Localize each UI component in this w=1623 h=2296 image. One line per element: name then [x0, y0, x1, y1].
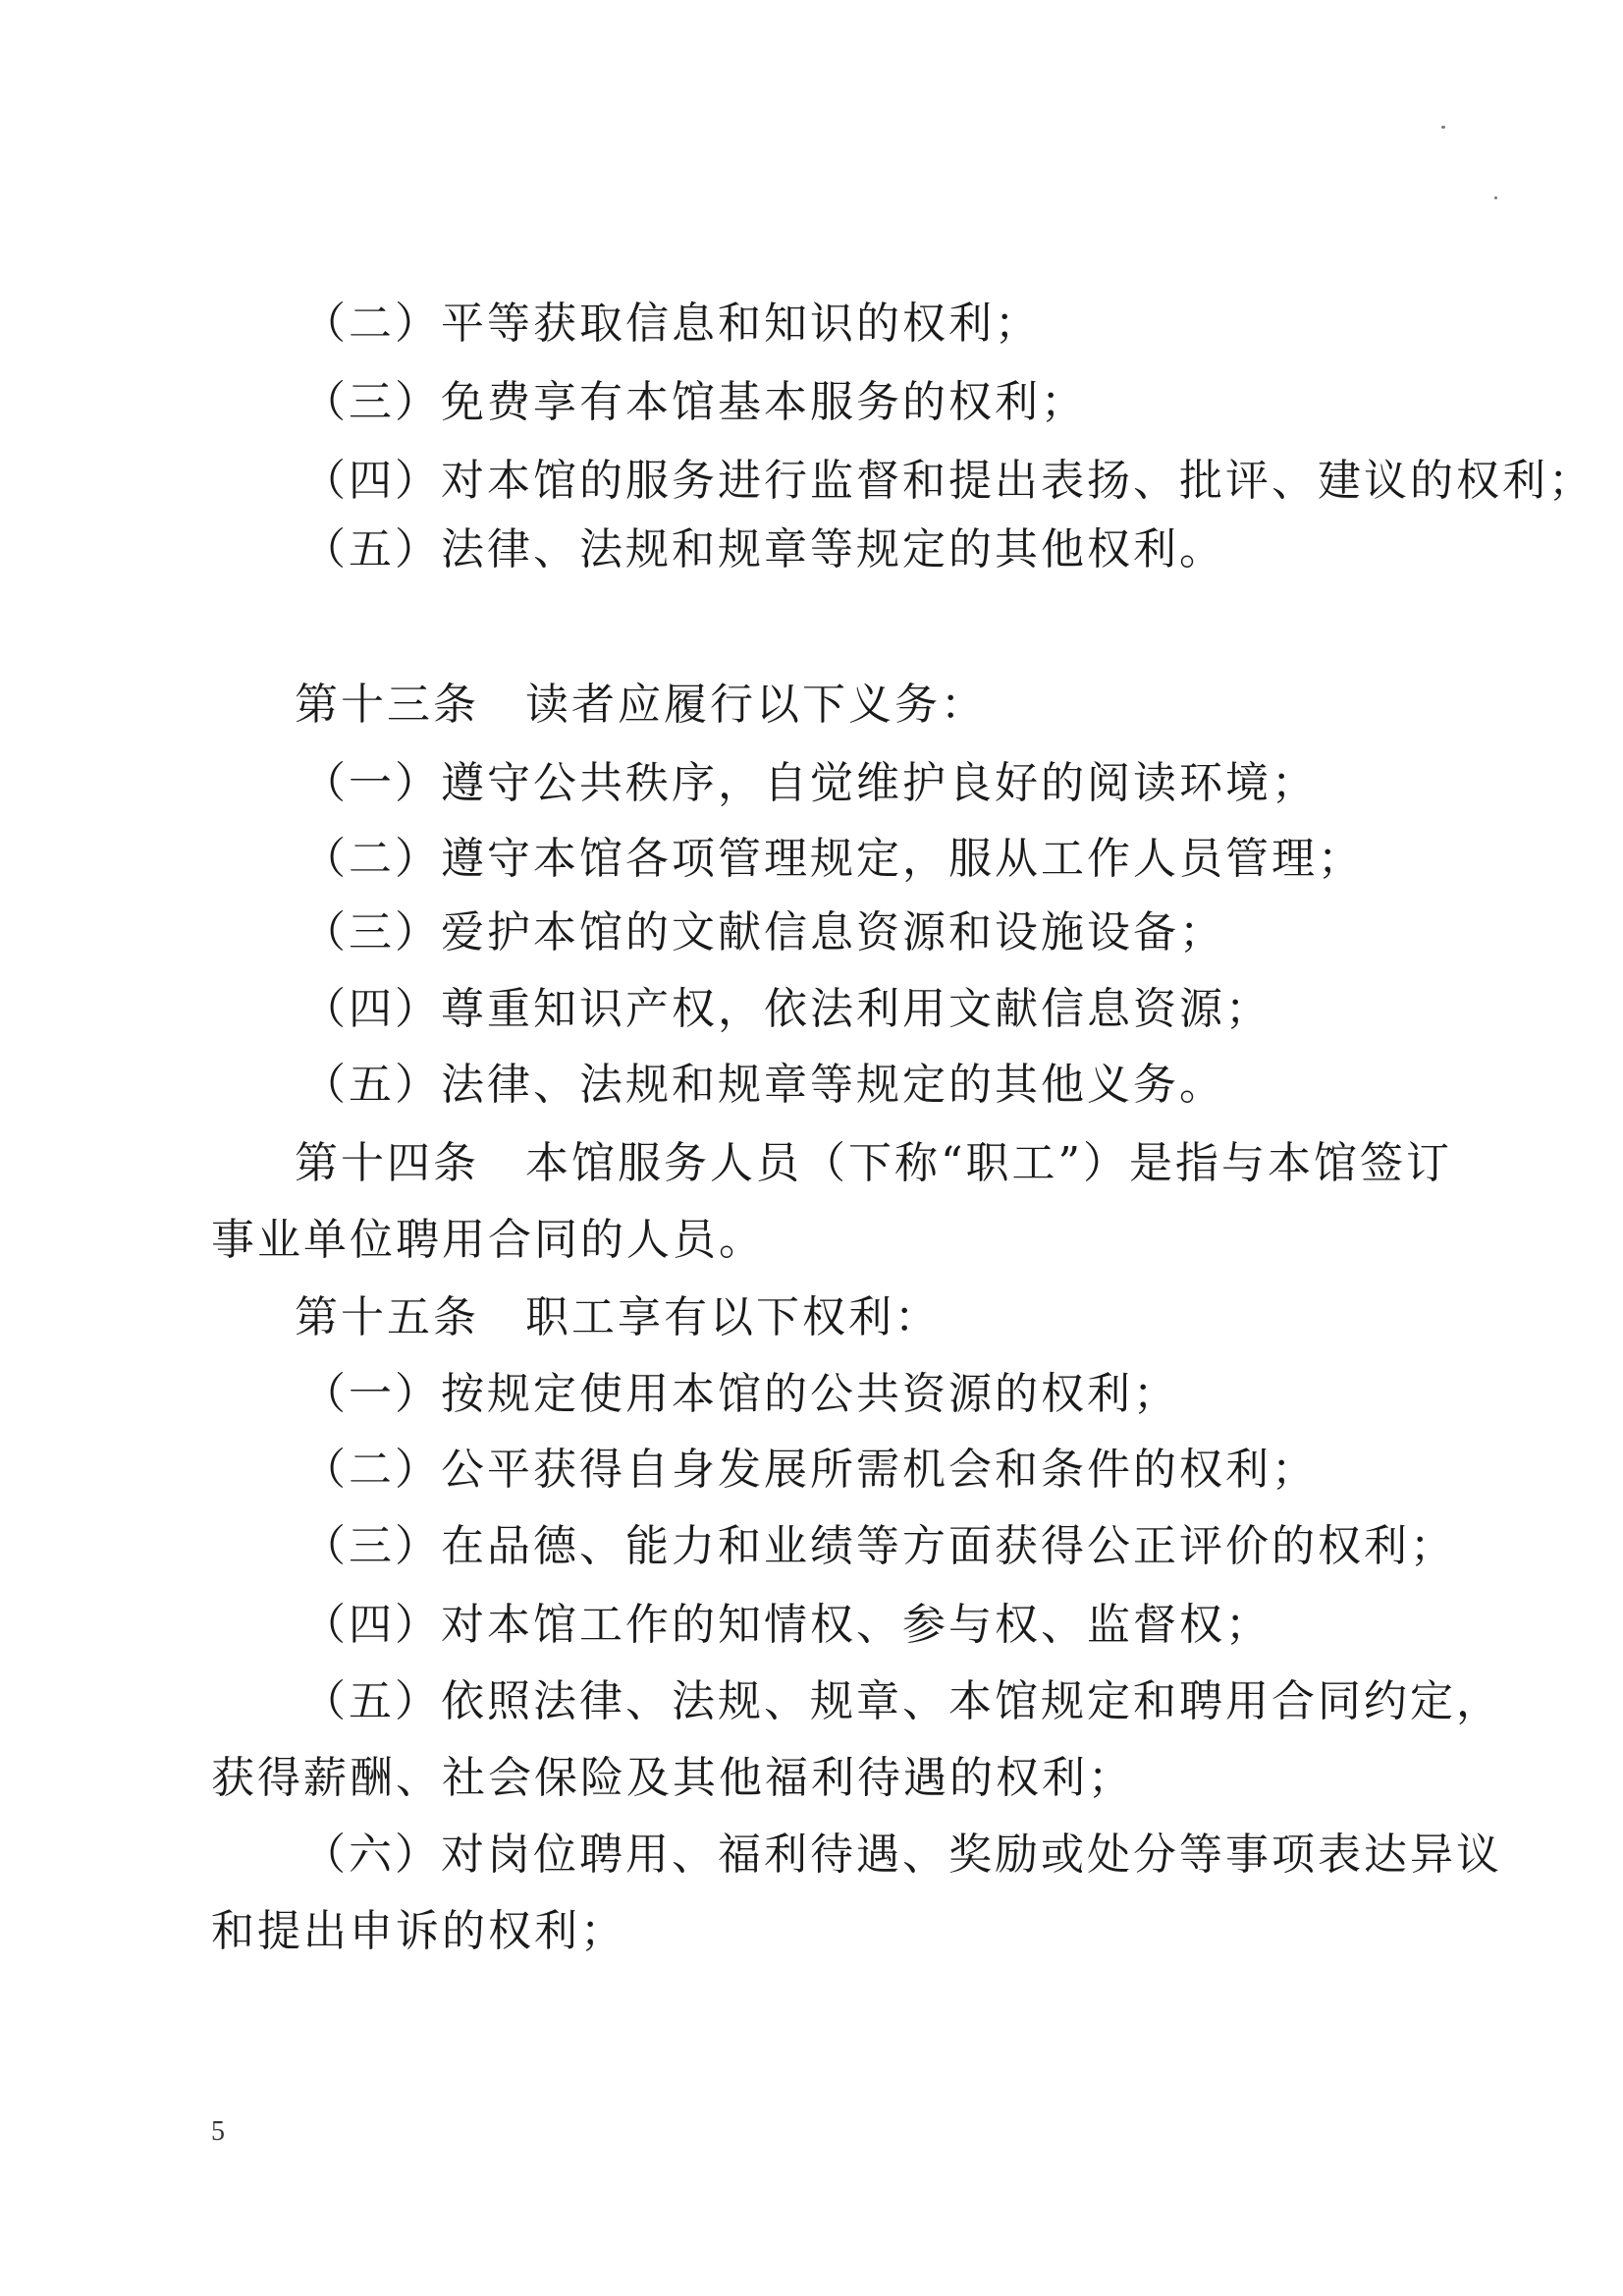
article-13-item-3: （三）爱护本馆的文献信息资源和设施设备；	[302, 907, 1225, 957]
article-15-item-5-line-2: 获得薪酬、社会保险及其他福利待遇的权利；	[211, 1753, 1134, 1803]
article-13-item-4: （四）尊重知识产权，依法利用文献信息资源；	[302, 984, 1271, 1034]
article-13-item-5: （五）法律、法规和规章等规定的其他义务。	[302, 1060, 1225, 1110]
article-13-item-2: （二）遵守本馆各项管理规定，服从工作人员管理；	[302, 834, 1364, 884]
article-15-item-3: （三）在品德、能力和业绩等方面获得公正评价的权利；	[302, 1521, 1456, 1571]
scan-speck	[1494, 196, 1497, 199]
article-14-line-1: 第十四条 本馆服务人员（下称“职工”）是指与本馆签订	[295, 1138, 1452, 1188]
article-13-item-1: （一）遵守公共秩序，自觉维护良好的阅读环境；	[302, 758, 1318, 808]
scan-speck	[1441, 126, 1445, 129]
article-13-heading: 第十三条 读者应履行以下义务：	[295, 680, 987, 730]
reader-right-item-4: （四）对本馆的服务进行监督和提出表扬、批评、建议的权利；	[302, 456, 1595, 506]
article-15-heading: 第十五条 职工享有以下权利：	[295, 1292, 941, 1342]
article-15-item-6-line-2: 和提出申诉的权利；	[211, 1906, 626, 1956]
reader-right-item-2: （二）平等获取信息和知识的权利；	[302, 299, 1041, 349]
article-15-item-1: （一）按规定使用本馆的公共资源的权利；	[302, 1369, 1179, 1419]
article-15-item-5-line-1: （五）依照法律、法规、规章、本馆规定和聘用合同约定，	[302, 1676, 1502, 1726]
article-14-line-2: 事业单位聘用合同的人员。	[211, 1215, 765, 1265]
article-15-item-6-line-1: （六）对岗位聘用、福利待遇、奖励或处分等事项表达异议	[302, 1830, 1502, 1880]
article-15-item-4: （四）对本馆工作的知情权、参与权、监督权；	[302, 1600, 1271, 1650]
reader-right-item-5: （五）法律、法规和规章等规定的其他权利。	[302, 524, 1225, 574]
article-15-item-2: （二）公平获得自身发展所需机会和条件的权利；	[302, 1445, 1318, 1495]
reader-right-item-3: （三）免费享有本馆基本服务的权利；	[302, 377, 1087, 427]
page-number: 5	[211, 2116, 225, 2147]
